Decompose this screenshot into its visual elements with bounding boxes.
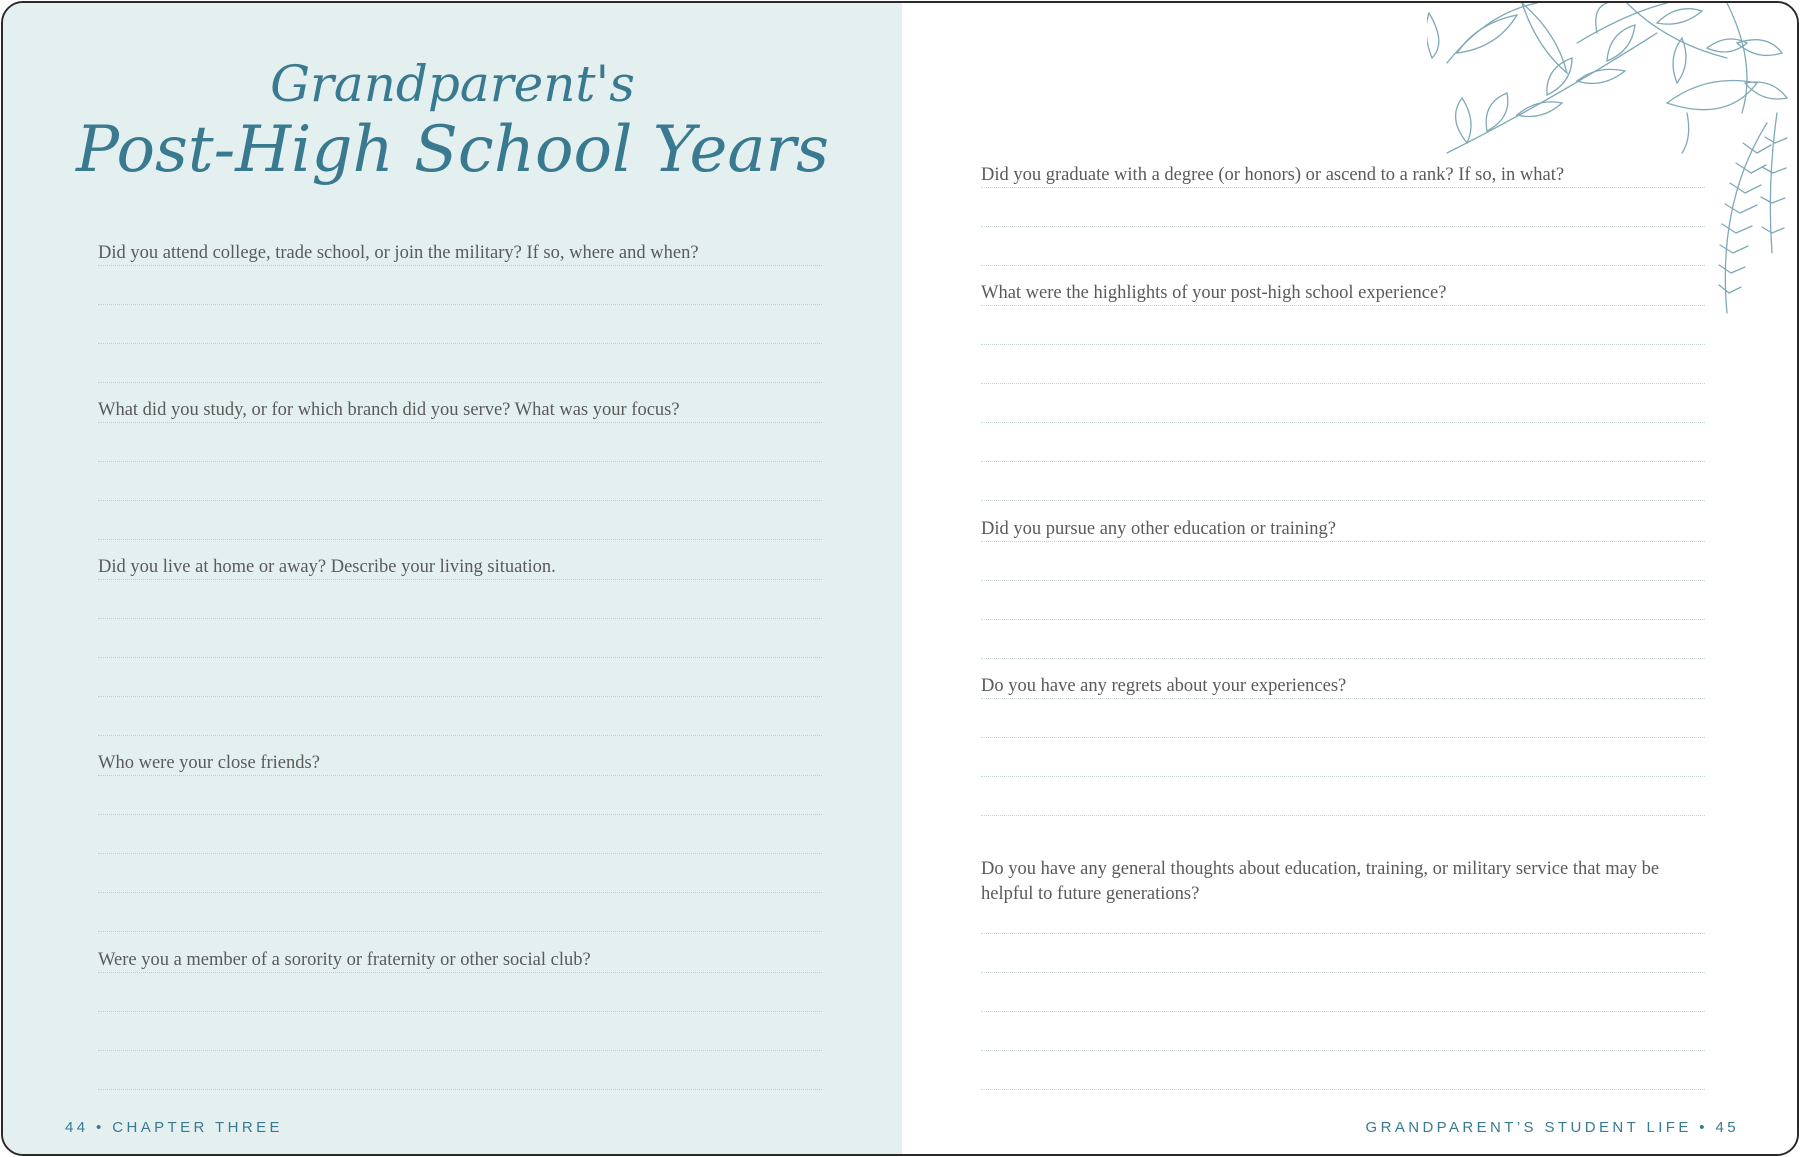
question-block <box>981 857 1705 1090</box>
answer-line[interactable] <box>98 1089 822 1090</box>
answer-line[interactable] <box>981 1089 1705 1090</box>
question-block <box>981 163 1705 266</box>
answer-line[interactable] <box>981 933 1705 934</box>
answer-line[interactable] <box>981 226 1705 227</box>
answer-line[interactable] <box>98 775 822 776</box>
question-text: What did you study, or for which branch did you serve? What was your focus? <box>98 400 680 420</box>
answer-line[interactable] <box>98 618 822 619</box>
question-block <box>98 948 822 1090</box>
answer-line[interactable] <box>98 853 822 854</box>
answer-line[interactable] <box>98 931 822 932</box>
page-footer-left: 44 • CHAPTER THREE <box>65 1119 283 1136</box>
question-block <box>98 555 822 736</box>
answer-line[interactable] <box>98 343 822 344</box>
answer-line[interactable] <box>98 1050 822 1051</box>
question-text: Do you have any general thoughts about education, training, or military service that may be helpful to future generations? <box>981 859 1660 904</box>
answer-line[interactable] <box>981 500 1705 501</box>
answer-line[interactable] <box>98 735 822 736</box>
page-title <box>3 55 902 187</box>
answer-line[interactable] <box>981 383 1705 384</box>
answer-line[interactable] <box>98 382 822 383</box>
answer-line[interactable] <box>981 698 1705 699</box>
answer-line[interactable] <box>98 539 822 540</box>
answer-line[interactable] <box>981 187 1705 188</box>
question-text: Did you pursue any other education or training? <box>981 519 1336 539</box>
answer-line[interactable] <box>98 892 822 893</box>
answer-line[interactable] <box>98 304 822 305</box>
answer-line[interactable] <box>981 658 1705 659</box>
answer-line[interactable] <box>981 580 1705 581</box>
answer-line[interactable] <box>981 815 1705 816</box>
question-text: Who were your close friends? <box>98 753 320 773</box>
answer-line[interactable] <box>98 500 822 501</box>
question-block <box>981 281 1705 501</box>
answer-line[interactable] <box>98 461 822 462</box>
question-block <box>98 751 822 932</box>
title-line-2: Post-High School Years <box>76 113 829 187</box>
answer-line[interactable] <box>98 696 822 697</box>
answer-line[interactable] <box>981 344 1705 345</box>
question-text: Did you live at home or away? Describe your living situation. <box>98 557 556 577</box>
answer-line[interactable] <box>981 1050 1705 1051</box>
answer-line[interactable] <box>981 1011 1705 1012</box>
question-block <box>98 241 822 383</box>
answer-line[interactable] <box>98 265 822 266</box>
question-block <box>981 517 1705 659</box>
answer-line[interactable] <box>98 657 822 658</box>
book-spread <box>1 1 1799 1156</box>
answer-line[interactable] <box>981 305 1705 306</box>
answer-line[interactable] <box>981 776 1705 777</box>
question-block <box>981 674 1705 816</box>
question-block <box>98 398 822 540</box>
right-page <box>902 3 1797 1154</box>
page-footer-right: GRANDPARENT’S STUDENT LIFE • 45 <box>1365 1119 1739 1136</box>
answer-line[interactable] <box>98 422 822 423</box>
question-text: Did you attend college, trade school, or join the military? If so, where and when? <box>98 243 699 263</box>
answer-line[interactable] <box>981 422 1705 423</box>
answer-line[interactable] <box>981 265 1705 266</box>
answer-line[interactable] <box>981 737 1705 738</box>
question-text: Do you have any regrets about your experiences? <box>981 676 1347 696</box>
question-text: Were you a member of a sorority or fraternity or other social club? <box>98 950 591 970</box>
title-line-1: Grandparent's <box>270 55 635 113</box>
answer-line[interactable] <box>98 579 822 580</box>
answer-line[interactable] <box>98 814 822 815</box>
left-page <box>3 3 902 1154</box>
answer-line[interactable] <box>981 541 1705 542</box>
question-text: Did you graduate with a degree (or honors) or ascend to a rank? If so, in what? <box>981 165 1565 185</box>
answer-line[interactable] <box>98 1011 822 1012</box>
answer-line[interactable] <box>981 619 1705 620</box>
question-text: What were the highlights of your post-high school experience? <box>981 283 1447 303</box>
answer-line[interactable] <box>981 972 1705 973</box>
answer-line[interactable] <box>98 972 822 973</box>
answer-line[interactable] <box>981 461 1705 462</box>
